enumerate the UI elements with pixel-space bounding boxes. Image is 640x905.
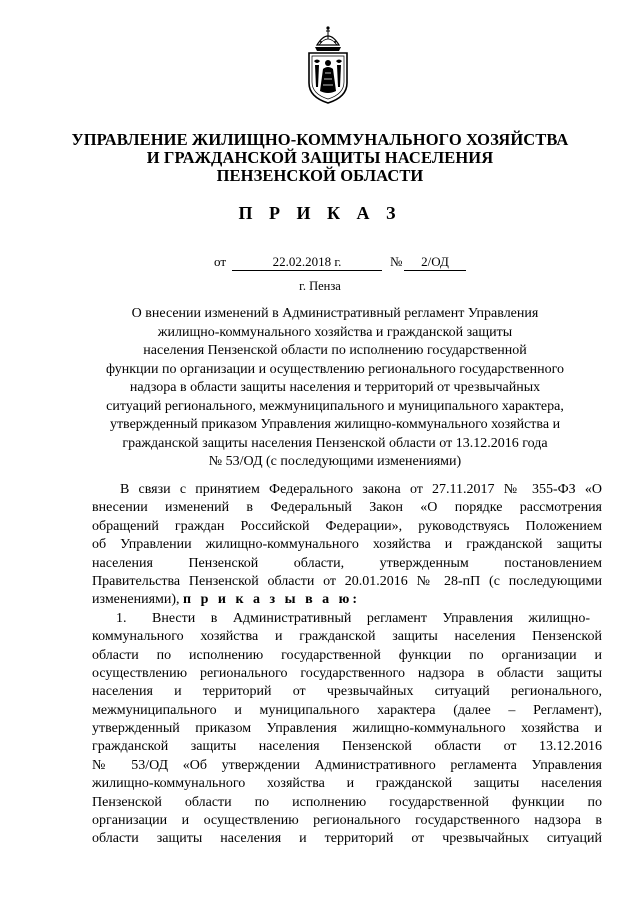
body-line: коммунального хозяйства и гражданской защиты населения Пензенской: [92, 629, 602, 645]
body-line: Внести в Административный регламент Управления жилищно-: [152, 610, 590, 626]
item-1-first-line: [92, 610, 602, 628]
body-line: области по исполнению государственной функции по организации и: [92, 647, 602, 663]
body-line: В связи с принятием Федерального закона от 27.11.2017 № 355-ФЗ «О: [120, 482, 602, 497]
order-word: п р и к а з ы в а ю:: [183, 592, 361, 608]
body-line: гражданской защиты населения Пензенской области от 13.12.2016: [92, 739, 602, 755]
subject-line: надзора в области защиты населения и территорий от чрезвычайных: [129, 380, 541, 395]
number-label: №: [390, 254, 403, 269]
subject-line: гражданской защиты населения Пензенской области от 13.12.2016 года: [122, 435, 548, 451]
body-line: населения и территорий от чрезвычайных ситуаций регионального,: [92, 684, 602, 700]
body-line: жилищно-коммунального хозяйства и гражданской защиты населения: [92, 776, 602, 792]
date-label: от: [214, 254, 227, 269]
document-subject: [100, 305, 570, 472]
subject-line: жилищно-коммунального хозяйства и гражданской защиты: [157, 324, 513, 340]
organization-name-line-1: УПРАВЛЕНИЕ ЖИЛИЩНО-КОММУНАЛЬНОГО ХОЗЯЙСТВА: [71, 130, 569, 149]
organization-name-line-2: И ГРАЖДАНСКОЙ ЗАЩИТЫ НАСЕЛЕНИЯ: [146, 148, 494, 167]
subject-line: О внесении изменений в Административный регламент Управления: [131, 306, 539, 321]
item-1-number: 1.: [116, 610, 127, 626]
body-line: Пензенской области по исполнению государственной функции по: [92, 794, 602, 810]
number-value: 2/ОД: [404, 254, 466, 271]
body-line: обращений граждан Российской Федерации», руководствуясь Положением: [92, 518, 602, 534]
subject-line: населения Пензенской области по исполнению государственной: [143, 343, 527, 358]
body-line: № 53/ОД «Об утверждении Административного регламента Управления: [92, 757, 602, 773]
body-line: области защиты населения и территорий от чрезвычайных ситуаций: [92, 831, 602, 847]
coat-of-arms-icon: [303, 25, 353, 105]
organization-name-line-3: ПЕНЗЕНСКОЙ ОБЛАСТИ: [216, 166, 424, 185]
subject-line: № 53/ОД (с последующими изменениями): [208, 454, 462, 469]
subject-line: утвержденный приказом Управления жилищно-коммунального хозяйства и: [109, 417, 561, 432]
body-line: [92, 591, 602, 609]
date-value: 22.02.2018 г.: [232, 254, 382, 271]
body-line: осуществлению регионального государственного надзора в области защиты: [92, 665, 602, 681]
document-body: [92, 481, 602, 849]
body-line: внесении изменений в Федеральный Закон «О порядке рассмотрения: [92, 500, 602, 516]
body-line: об Управлении жилищно-коммунального хозяйства и гражданской защиты: [92, 537, 602, 553]
preamble-end: изменениями),: [92, 592, 180, 608]
subject-line: ситуаций регионального, межмуниципального и муниципального характера,: [106, 398, 564, 414]
body-line: межмуниципального и муниципального характера (далее – Регламент),: [92, 702, 602, 718]
city: г. Пенза: [299, 279, 341, 293]
body-line: населения Пензенской области, утвержденным постановлением: [92, 555, 602, 571]
document-type-title: П Р И К А З: [238, 203, 402, 223]
body-line: утвержденный приказом Управления жилищно-коммунального хозяйства и: [92, 721, 602, 737]
body-line: организации и осуществлению регионального государственного надзора в: [92, 813, 602, 829]
subject-line: функции по организации и осуществлению регионального государственного: [106, 361, 564, 377]
body-line: Правительства Пензенской области от 20.01.2016 № 28-пП (с последующими: [92, 573, 602, 589]
